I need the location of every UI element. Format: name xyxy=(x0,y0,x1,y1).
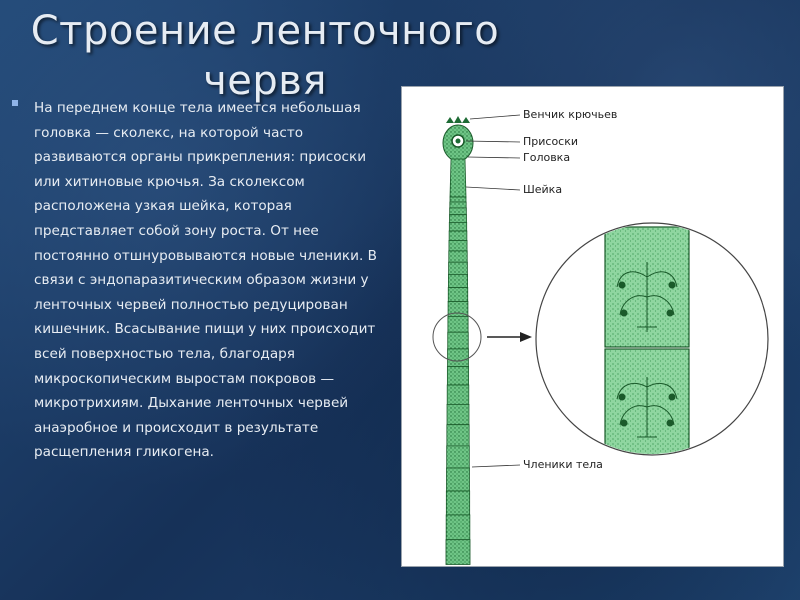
label-head: Головка xyxy=(523,151,571,164)
label-neck: Шейка xyxy=(523,183,563,196)
strobila xyxy=(446,197,470,565)
body-segment xyxy=(449,241,467,251)
body-segment xyxy=(447,446,470,468)
tapeworm-figure xyxy=(401,86,784,567)
body-segment xyxy=(449,262,468,274)
body-segment xyxy=(448,349,469,367)
slide-title: Строение ленточного червя xyxy=(30,8,500,104)
scolex xyxy=(443,116,473,161)
label-segments: Членики тела xyxy=(523,458,603,471)
body-segment xyxy=(449,251,467,262)
description-block xyxy=(12,96,392,465)
body-segment xyxy=(450,208,467,215)
body-segment xyxy=(446,491,469,515)
body-segment xyxy=(449,222,466,231)
label-leaders xyxy=(466,115,520,467)
body-segment xyxy=(448,274,467,287)
body-segment xyxy=(447,367,468,386)
description-paragraph: На переднем конце тела имеется небольшая головка — сколекс, на которой часто развиваются органы прикрепления: присоски или хитиновые крючья. За сколексом расположена узкая шейка, которая представляет собой зону роста. От нее постоянно отшнуровываются новые членики. В связи с эндопаразитическим образом жизни у ленточных червей полностью редуцирован кишечник. Всасывание пищи у них происходит всей поверхностью тела, благодаря микроскопическим выростам покровов — микротрихиям. Дыхание ленточных червей анаэробное и происходит в результате расщепления гликогена. xyxy=(34,100,377,461)
body-segment xyxy=(448,332,469,349)
tapeworm-diagram xyxy=(402,87,785,568)
body-segment xyxy=(446,515,470,540)
bullet-icon xyxy=(12,100,18,106)
body-segment xyxy=(448,316,468,332)
body-segment xyxy=(447,404,469,424)
body-segment xyxy=(447,468,470,491)
label-suckers: Присоски xyxy=(523,135,579,148)
body-segment xyxy=(450,202,466,208)
body-segment xyxy=(449,231,467,241)
label-hooks: Венчик крючьев xyxy=(523,108,618,121)
body-segment xyxy=(449,215,466,223)
neck xyxy=(450,159,466,197)
body-segment xyxy=(448,288,468,302)
body-segment xyxy=(446,540,470,565)
body-segment xyxy=(450,197,466,202)
body-segment xyxy=(447,425,469,446)
body-segment xyxy=(447,385,469,404)
